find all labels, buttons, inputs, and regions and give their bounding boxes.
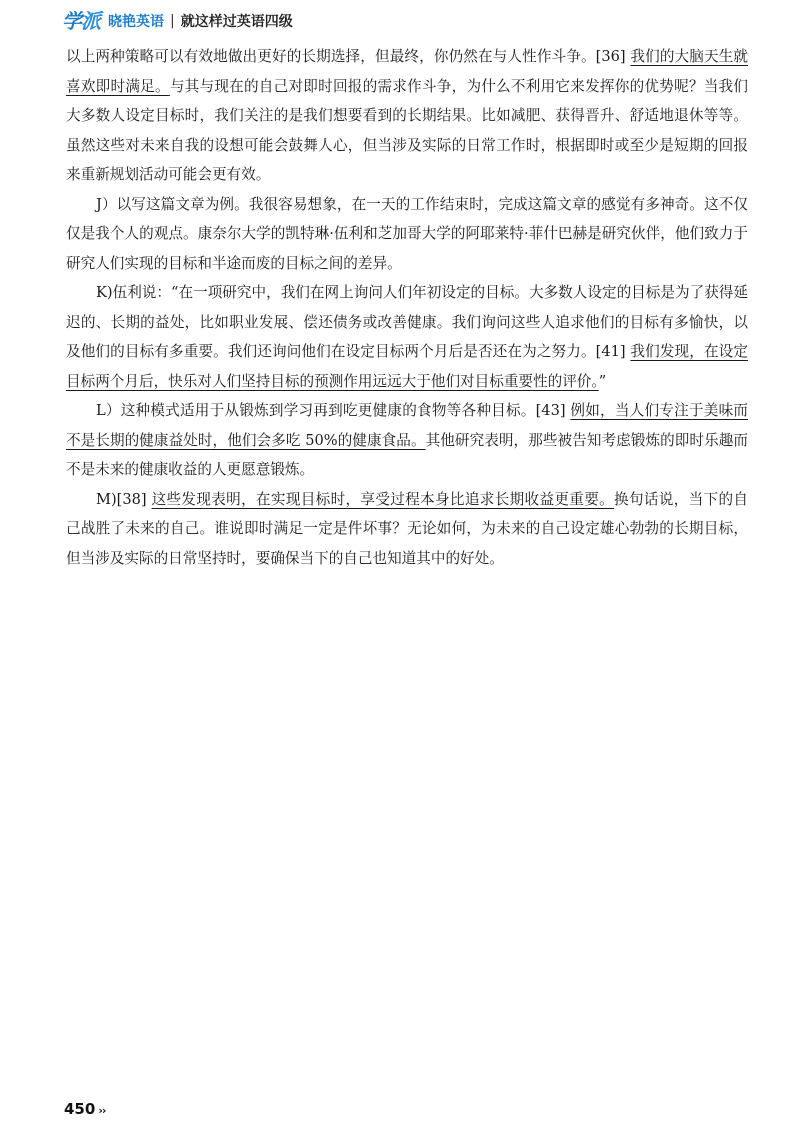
article-body <box>66 42 748 573</box>
page-footer <box>64 1100 105 1118</box>
paragraph-k: K)伍利说：“在一项研究中，我们在网上询问人们年初设定的目标。大多数人设定的目标是为了获得延迟的、长期的益处，比如职业发展、偿还债务或改善健康。我们询问这些人追求他们的目标有多愉快，以及他们的目标有多重要。我们还询问他们在设定目标两个月后是否还在为之努力。[41] 我们发现，在设定目标两个月后，快乐对人们坚持目标的预测作用远远大于他们对目标重要性的评价。” <box>66 284 748 390</box>
header-separator: | <box>170 13 175 29</box>
paragraph-j: J）以写这篇文章为例。我很容易想象，在一天的工作结束时，完成这篇文章的感觉有多神奇。这不仅仅是我个人的观点。康奈尔大学的凯特琳·伍利和芝加哥大学的阿耶莱特·菲什巴赫是研究伙伴，他们致力于研究人们实现的目标和半途而废的目标之间的差异。 <box>66 195 748 272</box>
paragraph-i: 以上两种策略可以有效地做出更好的长期选择，但最终，你仍然在与人性作斗争。[36] 我们的大脑天生就喜欢即时满足。与其与现在的自己对即时回报的需求作斗争，为什么不利用它来发挥你的优势呢？当我们大多数人设定目标时，我们关注的是我们想要看到的长期结果。比如减肥、获得晋升、舒适地退休等等。虽然这些对未来自我的设想可能会鼓舞人心，但当涉及实际的日常工作时，根据即时或至少是短期的回报来重新规划活动可能会更有效。 <box>66 48 748 183</box>
book-title: 就这样过英语四级 <box>180 14 293 30</box>
page-header <box>62 8 740 34</box>
paragraph-m: M)[38] 这些发现表明，在实现目标时，享受过程本身比追求长期收益更重要。换句话说，当下的自己战胜了未来的自己。谁说即时满足一定是件坏事？无论如何，为未来的自己设定雄心勃勃的长期目标，但当涉及实际的日常坚持时，要确保当下的自己也知道其中的好处。 <box>66 490 748 567</box>
underlined-answer-43: 例如，当人们专注于美味而不是长期的健康益处时，他们会多吃 50%的健康食品。 <box>66 402 748 449</box>
underlined-answer-41: 我们发现，在设定目标两个月后，快乐对人们坚持目标的预测作用远远大于他们对目标重要性的评价。 <box>66 343 748 390</box>
underlined-answer-38: 这些发现表明，在实现目标时，享受过程本身比追求长期收益更重要。 <box>151 490 615 508</box>
brand-name: 晓艳英语 <box>108 14 164 30</box>
next-arrows-icon: ›› <box>98 1104 106 1117</box>
xuepai-logo: 学派 <box>62 9 100 33</box>
page-number: 450 <box>64 1100 96 1118</box>
underlined-answer-36: 我们的大脑天生就喜欢即时满足。 <box>66 48 748 95</box>
paragraph-l: L）这种模式适用于从锻炼到学习再到吃更健康的食物等各种目标。[43] 例如，当人们专注于美味而不是长期的健康益处时，他们会多吃 50%的健康食品。其他研究表明，那些被告知考虑锻炼的即时乐趣而不是未来的健康收益的人更愿意锻炼。 <box>66 402 748 478</box>
